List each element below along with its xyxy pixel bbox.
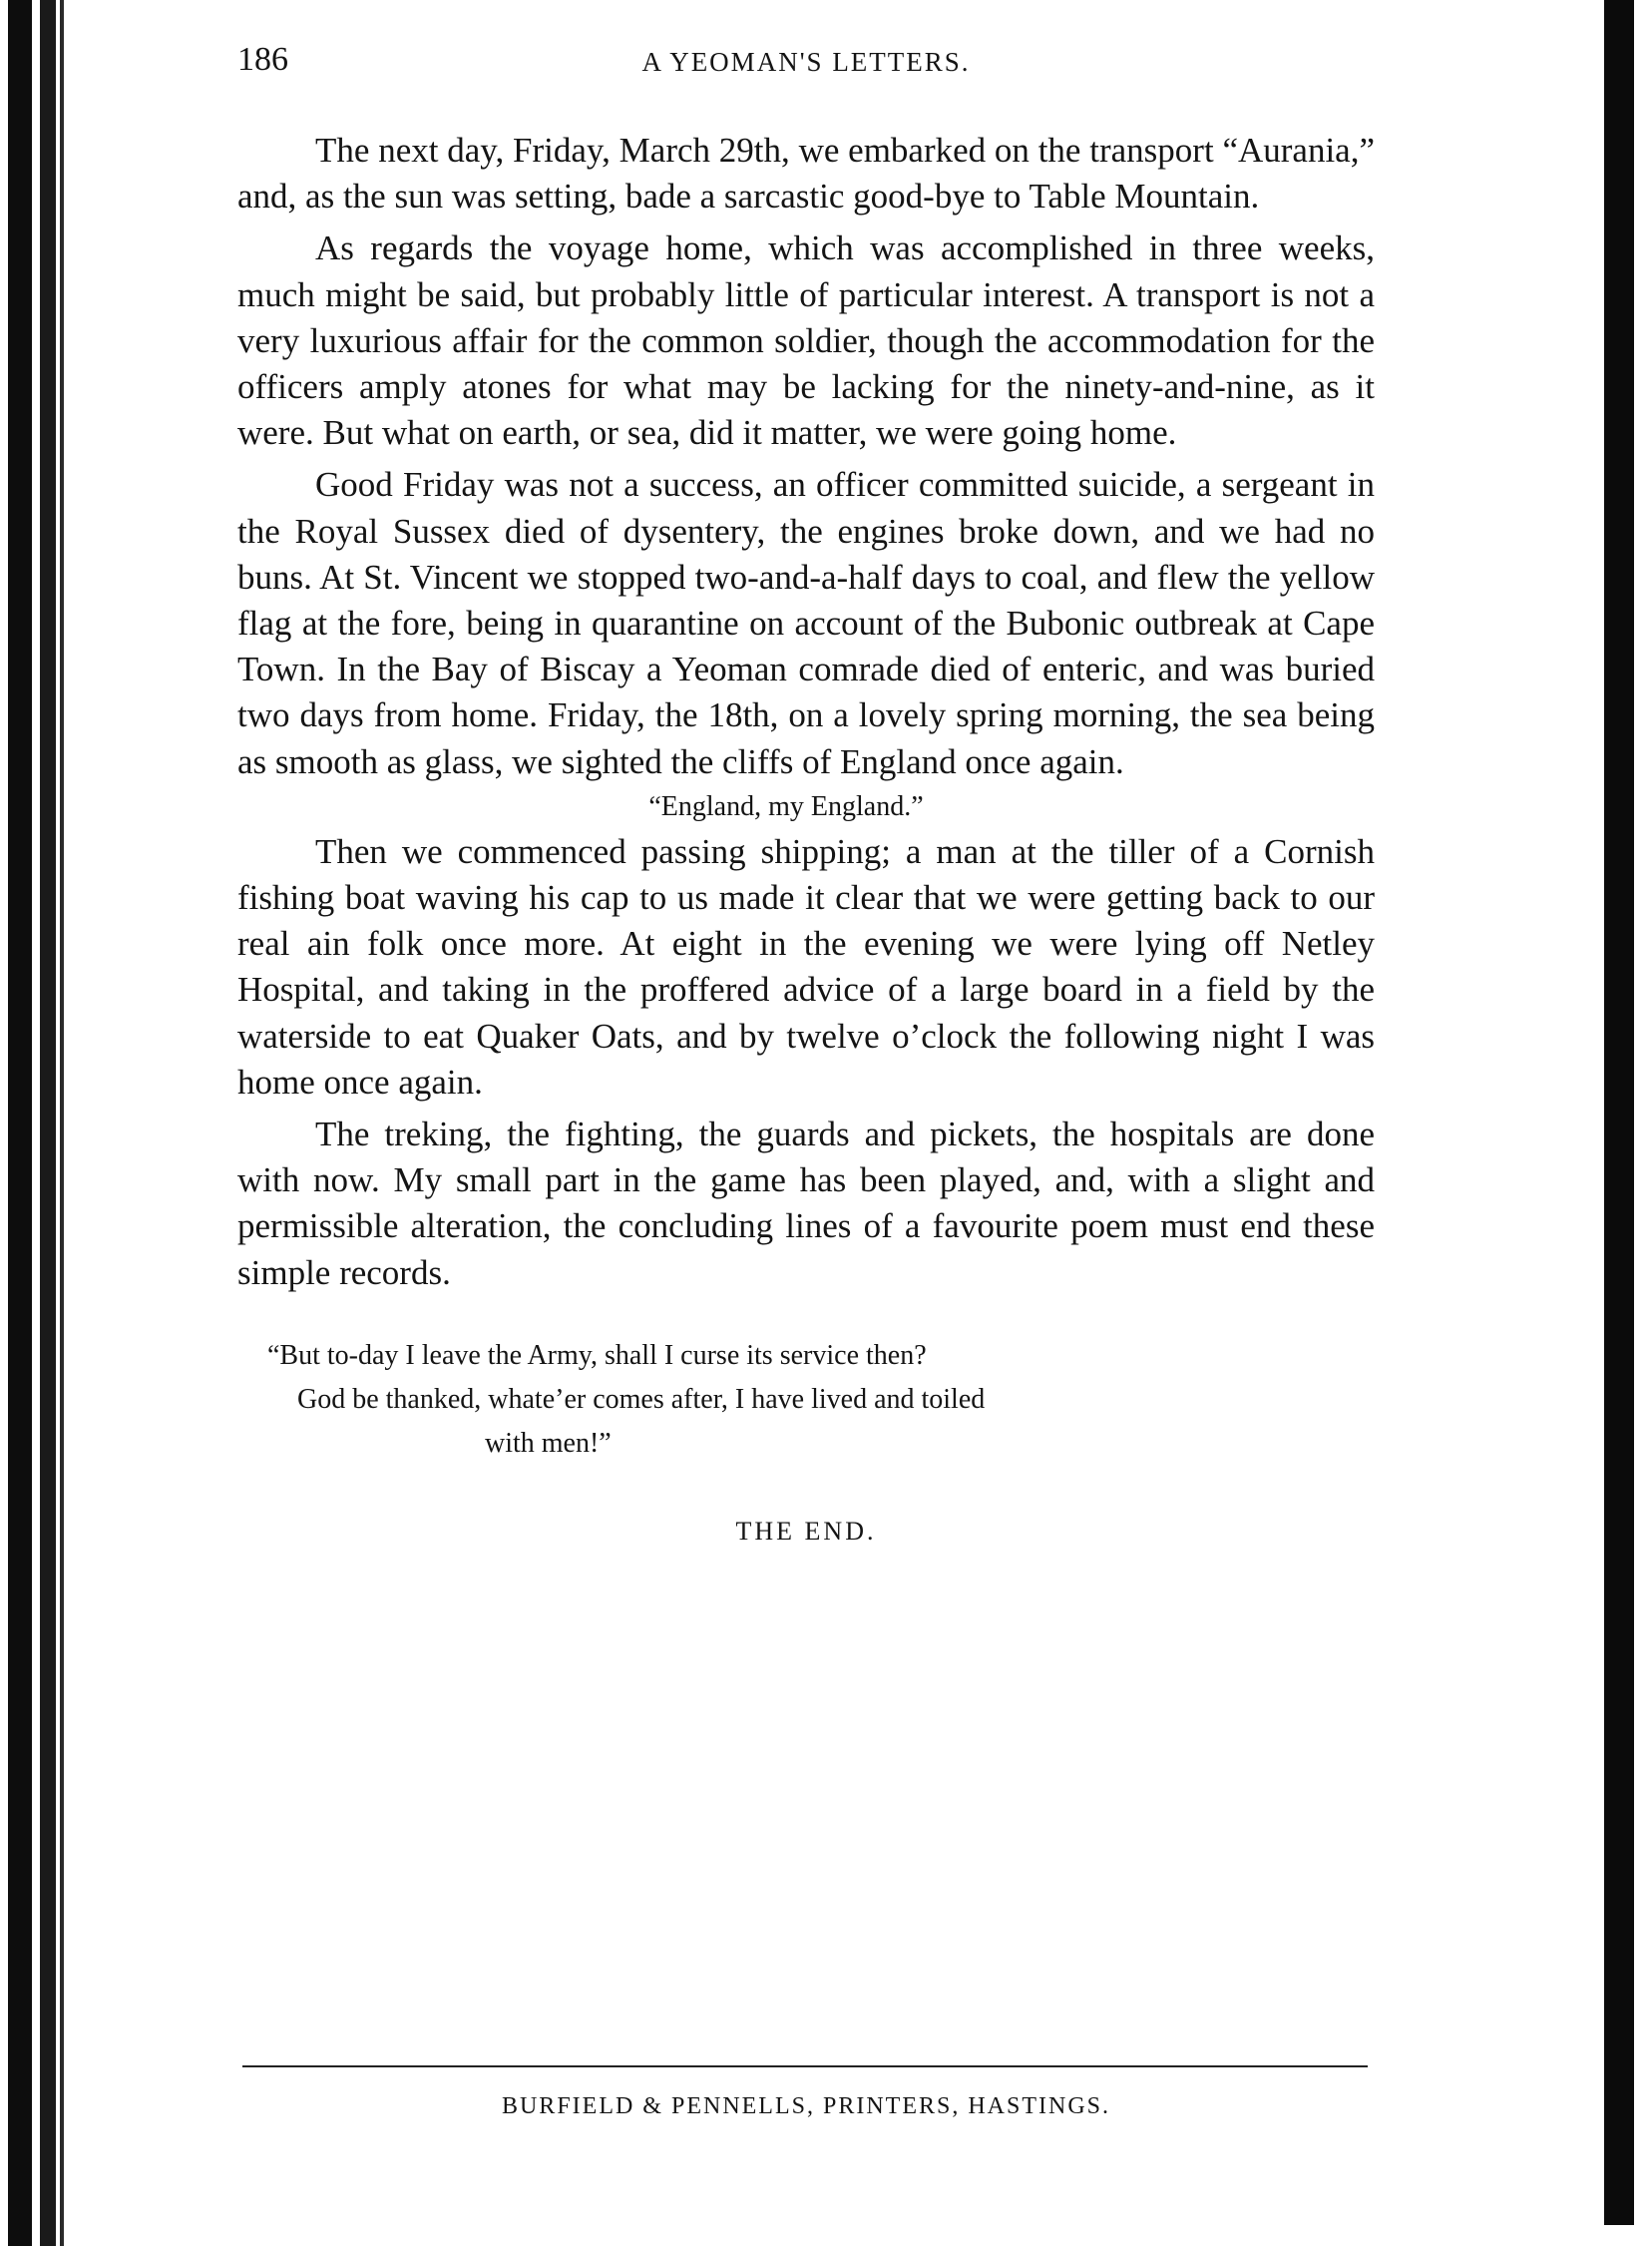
scan-binding-edge-left (0, 0, 70, 2246)
book-page (237, 0, 1375, 2246)
closing-verse (267, 1334, 1375, 1466)
page-number: 186 (237, 41, 288, 78)
body-text (237, 128, 1375, 1552)
running-head-title: A YEOMAN'S LETTERS. (641, 47, 971, 77)
paragraph-good-friday: Good Friday was not a success, an officer committed suicide, a sergeant in the Royal Sussex died of dysentery, the engines broke down, and we had no buns. At St. Vincent we stopped two-and-a-half days to coal, and flew the yellow flag at the fore, being in quarantine on account of the Bubonic outbreak at Cape Town. In the Bay of Biscay a Yeoman comrade died of enteric, and was buried two days from home. Friday, the 18th, on a lovely spring morning, the sea being as smooth as glass, we sighted the cliffs of England once again. (237, 465, 1375, 781)
running-head (237, 40, 1375, 80)
verse-line: God be thanked, whate’er comes after, I have lived and toiled (297, 1383, 986, 1415)
paragraph-voyage-home: As regards the voyage home, which was accomplished in three weeks, much might be said, but probably little of particular interest. A transport is not a very luxurious affair for the common soldier, though the accommodation for the officers amply atones for what may be lacking for the ninety-and-nine, as it were. But what on earth, or sea, did it matter, we were going home. (237, 228, 1375, 453)
scan-binding-edge-right (1604, 0, 1634, 2225)
printer-imprint: BURFIELD & PENNELLS, PRINTERS, HASTINGS. (501, 2093, 1111, 2119)
paragraph-conclusion: The treking, the fighting, the guards and pickets, the hospitals are done with now. My small part in the game has been played, and, with a slight and permissible alteration, the concluding lines of a favourite poem must end these simple records. (237, 1115, 1375, 1292)
verse-line: “But to-day I leave the Army, shall I curse its service then? (267, 1339, 927, 1371)
the-end-heading: THE END. (735, 1516, 877, 1546)
quote-england-my-england: “England, my England.” (648, 790, 924, 822)
paragraph-embarkation: The next day, Friday, March 29th, we embarked on the transport “Aurania,” and, as the sun was setting, bade a sarcastic good-bye to Table Mountain. (237, 131, 1375, 217)
imprint-divider (242, 2065, 1368, 2067)
paragraph-passing-shipping: Then we commenced passing shipping; a man at the tiller of a Cornish fishing boat waving his cap to us made it clear that we were getting back to our real ain folk once more. At eight in the evening we were lying off Netley Hospital, and taking in the proffered advice of a large board in a field by the waterside to eat Quaker Oats, and by twelve o’clock the following night I was home once again. (237, 831, 1375, 1102)
verse-line: with men!” (485, 1427, 612, 1459)
